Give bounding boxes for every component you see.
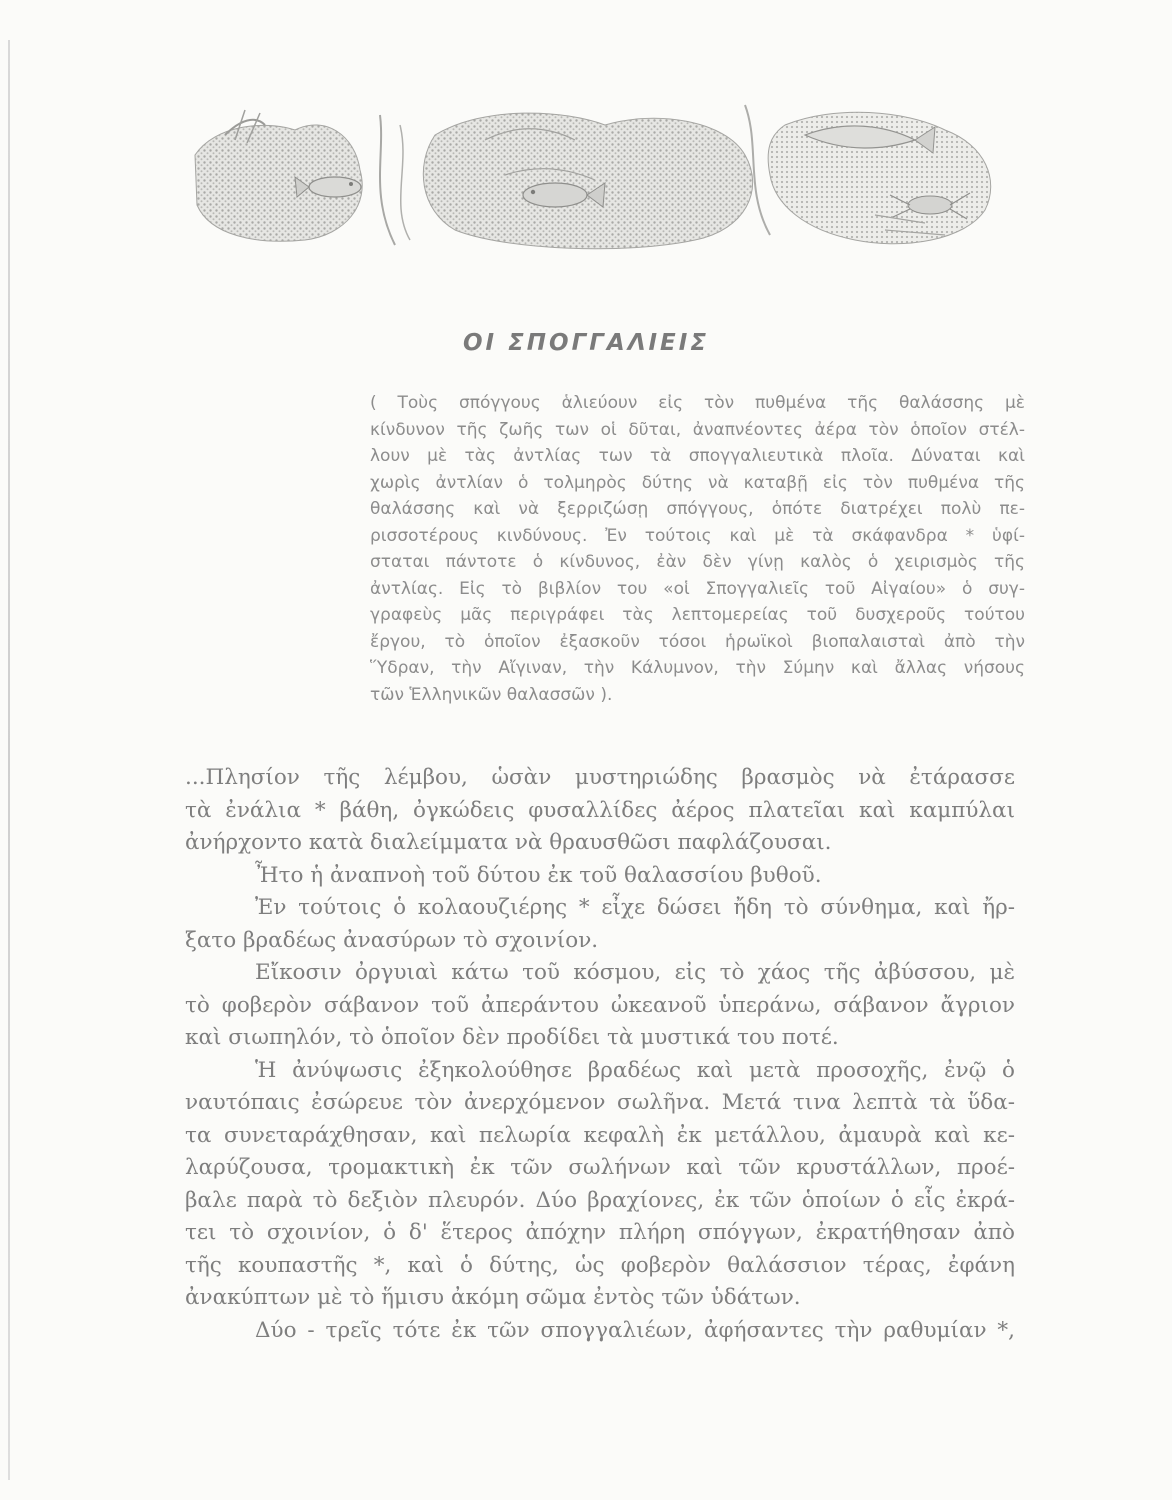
body-line: Ἦτο ἡ ἀναπνοὴ τοῦ δύτου ἐκ τοῦ θαλασσίου βυθοῦ. bbox=[255, 862, 822, 888]
intro-line: κίνδυνον τῆς ζωῆς των οἱ δῦται, ἀναπνέοντες ἀέρα τὸν ὁποῖον στέλ- bbox=[370, 419, 1025, 440]
body-line: τὰ ἐνάλια * βάθη, ὀγκώδεις φυσαλλίδες ἀέρος πλατεῖαι καὶ καμπύλαι bbox=[185, 797, 1015, 823]
body-line: τῆς κουπαστῆς *, καὶ ὁ δύτης, ὡς φοβερὸν θαλάσσιον τέρας, ἐφάνη bbox=[185, 1252, 1015, 1278]
intro-paragraph bbox=[370, 390, 1025, 708]
body-line: Δύο - τρεῖς τότε ἐκ τῶν σπογγαλιέων, ἀφήσαντες τὴν ραθυμίαν *, bbox=[255, 1317, 1015, 1343]
body-line: Εἴκοσιν ὀργυιαὶ κάτω τοῦ κόσμου, εἰς τὸ χάος τῆς ἀβύσσου, μὲ bbox=[255, 960, 1015, 985]
intro-line: λουν μὲ τὰς ἀντλίας των τὰ σπογγαλιευτικὰ πλοῖα. Δύναται καὶ bbox=[370, 446, 1025, 466]
body-line: καὶ σιωπηλόν, τὸ ὁποῖον δὲν προδίδει τὰ μυστικά του ποτέ. bbox=[185, 1025, 839, 1050]
intro-line: γραφεὺς μᾶς περιγράφει τὰς λεπτομερείας τοῦ δυσχεροῦς τούτου bbox=[370, 605, 1025, 625]
intro-line: ( Τοὺς σπόγγους ἁλιεύουν εἰς τὸν πυθμένα τῆς θαλάσσης μὲ bbox=[370, 393, 1025, 413]
body-line: βαλε παρὰ τὸ δεξιὸν πλευρόν. Δύο βραχίονες, ἐκ τῶν ὁποίων ὁ εἷς ἐκρά- bbox=[185, 1187, 1015, 1213]
intro-line: ἔργου, τὸ ὁποῖον ἐξασκοῦν τόσοι ἡρωϊκοὶ βιοπαλαισταὶ ἀπὸ τὴν bbox=[370, 631, 1025, 652]
body-line: ξατο βραδέως ἀνασύρων τὸ σχοινίον. bbox=[185, 927, 599, 953]
body-line: Ἡ ἀνύψωσις ἐξηκολούθησε βραδέως καὶ μετὰ προσοχῆς, ἐνῷ ὁ bbox=[255, 1057, 1015, 1083]
intro-line: ἀντλίας. Εἰς τὸ βιβλίον του «οἱ Σπογγαλιεῖς τοῦ Αἰγαίου» ὁ συγ- bbox=[370, 578, 1025, 599]
intro-line: τῶν Ἑλληνικῶν θαλασσῶν ). bbox=[370, 684, 613, 705]
intro-line: Ὕδραν, τὴν Αἴγιναν, τὴν Κάλυμνον, τὴν Σύμην καὶ ἄλλας νήσους bbox=[370, 658, 1025, 678]
body-line: Ἐν τούτοις ὁ κολαουζιέρης * εἶχε δώσει ἤδη τὸ σύνθημα, καὶ ἤρ- bbox=[255, 895, 1015, 920]
story-body bbox=[185, 762, 1015, 1347]
intro-line: σταται πάντοτε ὁ κίνδυνος, ἐὰν δὲν γίνῃ καλὸς ὁ χειρισμὸς τῆς bbox=[370, 552, 1025, 572]
body-line: τὸ φοβερὸν σάβανον τοῦ ἀπεράντου ὠκεανοῦ ὑπεράνω, σάβανον ἄγριον bbox=[185, 992, 1015, 1018]
body-line: τα συνεταράχθησαν, καὶ πελωρία κεφαλὴ ἐκ μετάλλου, ἀμαυρὰ καὶ κε- bbox=[185, 1122, 1015, 1148]
sea-life-illustration bbox=[185, 95, 1010, 255]
body-line: ναυτόπαις ἐσώρευε τὸν ἀνερχόμενον σωλῆνα. Μετά τινα λεπτὰ τὰ ὕδα- bbox=[185, 1090, 1015, 1115]
intro-line: θαλάσσης καὶ νὰ ξερριζώσῃ σπόγγους, ὁπότε διατρέχει πολὺ πε- bbox=[370, 499, 1025, 519]
page-edge-shadow bbox=[8, 40, 10, 1480]
body-line: ...Πλησίον τῆς λέμβου, ὡσὰν μυστηριώδης βρασμὸς νὰ ἐτάρασσε bbox=[185, 765, 1015, 790]
body-line: τει τὸ σχοινίον, ὁ δ' ἕτερος ἀπόχην πλήρη σπόγγων, ἐκρατήθησαν ἀπὸ bbox=[185, 1220, 1015, 1245]
body-line: ἀνήρχοντο κατὰ διαλείμματα νὰ θραυσθῶσι παφλάζουσαι. bbox=[185, 830, 832, 855]
intro-line: χωρὶς ἀντλίαν ὁ τολμηρὸς δύτης νὰ καταβῇ εἰς τὸν πυθμένα τῆς bbox=[370, 472, 1025, 493]
intro-line: ρισσοτέρους κινδύνους. Ἐν τούτοις καὶ μὲ τὰ σκάφανδρα * ὑφί- bbox=[370, 525, 1025, 546]
story-title: ΟΙ ΣΠΟΓΓΑΛΙΕΙΣ bbox=[462, 330, 710, 356]
body-line: λαρύζουσα, τρομακτικὴ ἐκ τῶν σωλήνων καὶ τῶν κρυστάλλων, προέ- bbox=[185, 1155, 1015, 1180]
coral-mass-left bbox=[195, 110, 362, 241]
coral-mass-center bbox=[423, 113, 752, 249]
body-line: ἀνακύπτων μὲ τὸ ἥμισυ ἀκόμη σῶμα ἐντὸς τῶν ὑδάτων. bbox=[185, 1285, 801, 1310]
